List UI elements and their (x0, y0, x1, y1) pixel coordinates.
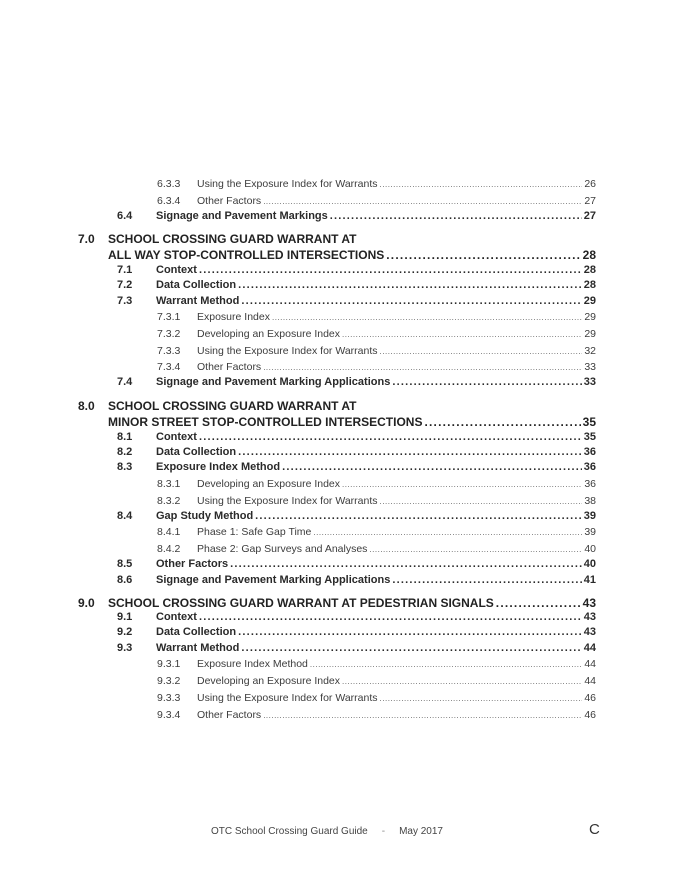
section-title: Using the Exposure Index for Warrants (197, 178, 378, 190)
toc-entry-8-2[interactable] (117, 446, 596, 458)
dot-leader (263, 197, 582, 206)
section-title: Data Collection (156, 626, 237, 638)
section-title: Gap Study Method (156, 510, 254, 522)
page-number: 36 (583, 446, 596, 458)
section-number: 6.4 (117, 210, 133, 222)
page-number: 36 (584, 478, 596, 490)
toc-entry-8-4[interactable] (117, 510, 596, 522)
section-number: 7.3.4 (157, 361, 181, 373)
dot-leader (342, 480, 582, 489)
chapter-title-line2: ALL WAY STOP-CONTROLLED INTERSECTIONS (108, 248, 385, 262)
toc-entry-6-3-3[interactable] (157, 178, 596, 190)
dot-leader (241, 642, 581, 654)
toc-entry-9-3-3[interactable] (157, 692, 596, 704)
footer-separator: - (381, 826, 386, 837)
toc-entry-9-3[interactable] (117, 642, 596, 654)
toc-entry-9-1[interactable] (117, 611, 596, 623)
toc-entry-8-6[interactable] (117, 574, 596, 586)
page-number: 29 (584, 311, 596, 323)
page-number: 36 (583, 461, 596, 473)
dot-leader (330, 210, 582, 222)
toc-entry-7-3-2[interactable] (157, 328, 596, 340)
dot-leader (241, 295, 581, 307)
section-title: Signage and Pavement Markings (156, 210, 328, 222)
dot-leader (369, 545, 582, 554)
toc-chapter-7-heading[interactable] (78, 232, 356, 246)
dot-leader (342, 330, 582, 339)
dot-leader (238, 626, 582, 638)
section-number: 8.3 (117, 461, 133, 473)
page-number: 28 (583, 279, 596, 291)
dot-leader (199, 611, 582, 623)
page-number: 40 (584, 543, 596, 555)
page-number: 39 (584, 526, 596, 538)
dot-leader (310, 660, 582, 669)
page-number: 33 (584, 361, 596, 373)
page-number: 26 (584, 178, 596, 190)
section-title: Developing an Exposure Index (197, 478, 341, 490)
section-number: 8.4.2 (157, 543, 181, 555)
chapter-number: 7.0 (78, 232, 95, 246)
toc-entry-7-3-3[interactable] (157, 345, 596, 357)
section-number: 8.5 (117, 558, 133, 570)
section-number: 7.3.3 (157, 345, 181, 357)
chapter-title-line1: SCHOOL CROSSING GUARD WARRANT AT (108, 399, 357, 413)
section-title: Using the Exposure Index for Warrants (197, 495, 378, 507)
section-title: Developing an Exposure Index (197, 675, 341, 687)
section-title: Warrant Method (156, 642, 240, 654)
page-number: 46 (584, 692, 596, 704)
toc-entry-8-3[interactable] (117, 461, 596, 473)
toc-entry-6-3-4[interactable] (157, 195, 596, 207)
toc-chapter-7[interactable] (78, 248, 596, 262)
section-title: Other Factors (197, 709, 262, 721)
footer-guide-title: OTC School Crossing Guard Guide (211, 826, 368, 837)
section-title: Context (156, 431, 197, 443)
section-number: 8.1 (117, 431, 133, 443)
section-number: 8.3.1 (157, 478, 181, 490)
page-number: 38 (584, 495, 596, 507)
dot-leader (263, 711, 582, 720)
chapter-title-line1: SCHOOL CROSSING GUARD WARRANT AT (108, 232, 357, 246)
page-number: 43 (583, 611, 596, 623)
dot-leader (272, 313, 582, 322)
page-number: 29 (583, 295, 596, 307)
section-title: Using the Exposure Index for Warrants (197, 345, 378, 357)
dot-leader (496, 596, 581, 610)
section-number: 9.3.1 (157, 658, 181, 670)
section-title: Phase 2: Gap Surveys and Analyses (197, 543, 368, 555)
section-number: 9.2 (117, 626, 133, 638)
section-title: Other Factors (197, 361, 262, 373)
section-title: Context (156, 264, 197, 276)
section-number: 9.3.2 (157, 675, 181, 687)
page-number: 43 (583, 626, 596, 638)
dot-leader (392, 376, 581, 388)
section-title: Exposure Index (197, 311, 270, 323)
section-title: Signage and Pavement Marking Applications (156, 574, 391, 586)
page-number: 32 (584, 345, 596, 357)
page-number: 44 (584, 658, 596, 670)
section-title: Context (156, 611, 197, 623)
page-number: 46 (584, 709, 596, 721)
toc-chapter-8[interactable] (78, 415, 596, 429)
chapter-number: 9.0 (78, 596, 95, 610)
section-number: 7.3.1 (157, 311, 181, 323)
dot-leader (282, 461, 582, 473)
dot-leader (386, 248, 580, 262)
toc-entry-8-3-2[interactable] (157, 495, 596, 507)
section-title: Data Collection (156, 446, 237, 458)
page-number-letter: C (589, 821, 600, 838)
dot-leader (199, 431, 582, 443)
toc-entry-7-3[interactable] (117, 295, 596, 307)
dot-leader (313, 528, 582, 537)
dot-leader (238, 279, 582, 291)
section-number: 6.3.3 (157, 178, 181, 190)
dot-leader (380, 347, 583, 356)
chapter-title: SCHOOL CROSSING GUARD WARRANT AT PEDESTRIAN SIGNALS (108, 596, 494, 610)
toc-entry-8-5[interactable] (117, 558, 596, 570)
section-number: 8.4 (117, 510, 133, 522)
section-number: 8.4.1 (157, 526, 181, 538)
page-number: 27 (583, 210, 596, 222)
dot-leader (342, 677, 582, 686)
section-number: 7.2 (117, 279, 133, 291)
section-title: Exposure Index Method (197, 658, 308, 670)
dot-leader (199, 264, 582, 276)
section-title: Other Factors (156, 558, 229, 570)
page-number: 35 (582, 415, 596, 429)
toc-entry-8-1[interactable] (117, 431, 596, 443)
chapter-title-line2: MINOR STREET STOP-CONTROLLED INTERSECTIONS (108, 415, 423, 429)
section-title: Data Collection (156, 279, 237, 291)
dot-leader (255, 510, 582, 522)
section-number: 7.4 (117, 376, 133, 388)
page-number: 40 (583, 558, 596, 570)
section-number: 8.2 (117, 446, 133, 458)
toc-entry-7-3-4[interactable] (157, 361, 596, 373)
toc-entry-7-4[interactable] (117, 376, 596, 388)
toc-entry-7-1[interactable] (117, 264, 596, 276)
section-number: 9.3.4 (157, 709, 181, 721)
toc-entry-8-3-1[interactable] (157, 478, 596, 490)
page-number: 35 (583, 431, 596, 443)
section-title: Exposure Index Method (156, 461, 281, 473)
toc-entry-9-2[interactable] (117, 626, 596, 638)
dot-leader (392, 574, 581, 586)
section-number: 8.3.2 (157, 495, 181, 507)
dot-leader (380, 497, 583, 506)
toc-entry-9-3-4[interactable] (157, 709, 596, 721)
page-number: 39 (583, 510, 596, 522)
toc-entry-7-2[interactable] (117, 279, 596, 291)
section-title: Developing an Exposure Index (197, 328, 341, 340)
toc-entry-7-3-1[interactable] (157, 311, 596, 323)
section-number: 7.3 (117, 295, 133, 307)
dot-leader (238, 446, 582, 458)
page-number: 43 (582, 596, 596, 610)
section-number: 8.6 (117, 574, 133, 586)
page-number: 44 (583, 642, 596, 654)
dot-leader (380, 180, 583, 189)
dot-leader (380, 694, 583, 703)
section-number: 9.1 (117, 611, 133, 623)
section-number: 7.1 (117, 264, 133, 276)
footer-date: May 2017 (399, 826, 443, 837)
section-number: 9.3 (117, 642, 133, 654)
page-number: 28 (583, 264, 596, 276)
section-title: Warrant Method (156, 295, 240, 307)
dot-leader (230, 558, 582, 570)
section-number: 7.3.2 (157, 328, 181, 340)
toc-entry-8-4-1[interactable] (157, 526, 596, 538)
toc-entry-8-4-2[interactable] (157, 543, 596, 555)
page-number: 28 (582, 248, 596, 262)
chapter-number: 8.0 (78, 399, 95, 413)
page-number: 44 (584, 675, 596, 687)
section-number: 9.3.3 (157, 692, 181, 704)
section-title: Signage and Pavement Marking Applications (156, 376, 391, 388)
dot-leader (424, 415, 580, 429)
toc-entry-9-3-1[interactable] (157, 658, 596, 670)
page-number: 41 (583, 574, 596, 586)
toc-chapter-8-heading[interactable] (78, 399, 356, 413)
page-footer (211, 826, 443, 837)
section-title: Other Factors (197, 195, 262, 207)
page-number: 33 (583, 376, 596, 388)
section-number: 6.3.4 (157, 195, 181, 207)
page-number: 29 (584, 328, 596, 340)
section-title: Using the Exposure Index for Warrants (197, 692, 378, 704)
toc-chapter-9[interactable] (78, 596, 596, 610)
toc-entry-9-3-2[interactable] (157, 675, 596, 687)
section-title: Phase 1: Safe Gap Time (197, 526, 312, 538)
toc-entry-6-4[interactable] (117, 210, 596, 222)
dot-leader (263, 363, 582, 372)
page-number: 27 (584, 195, 596, 207)
